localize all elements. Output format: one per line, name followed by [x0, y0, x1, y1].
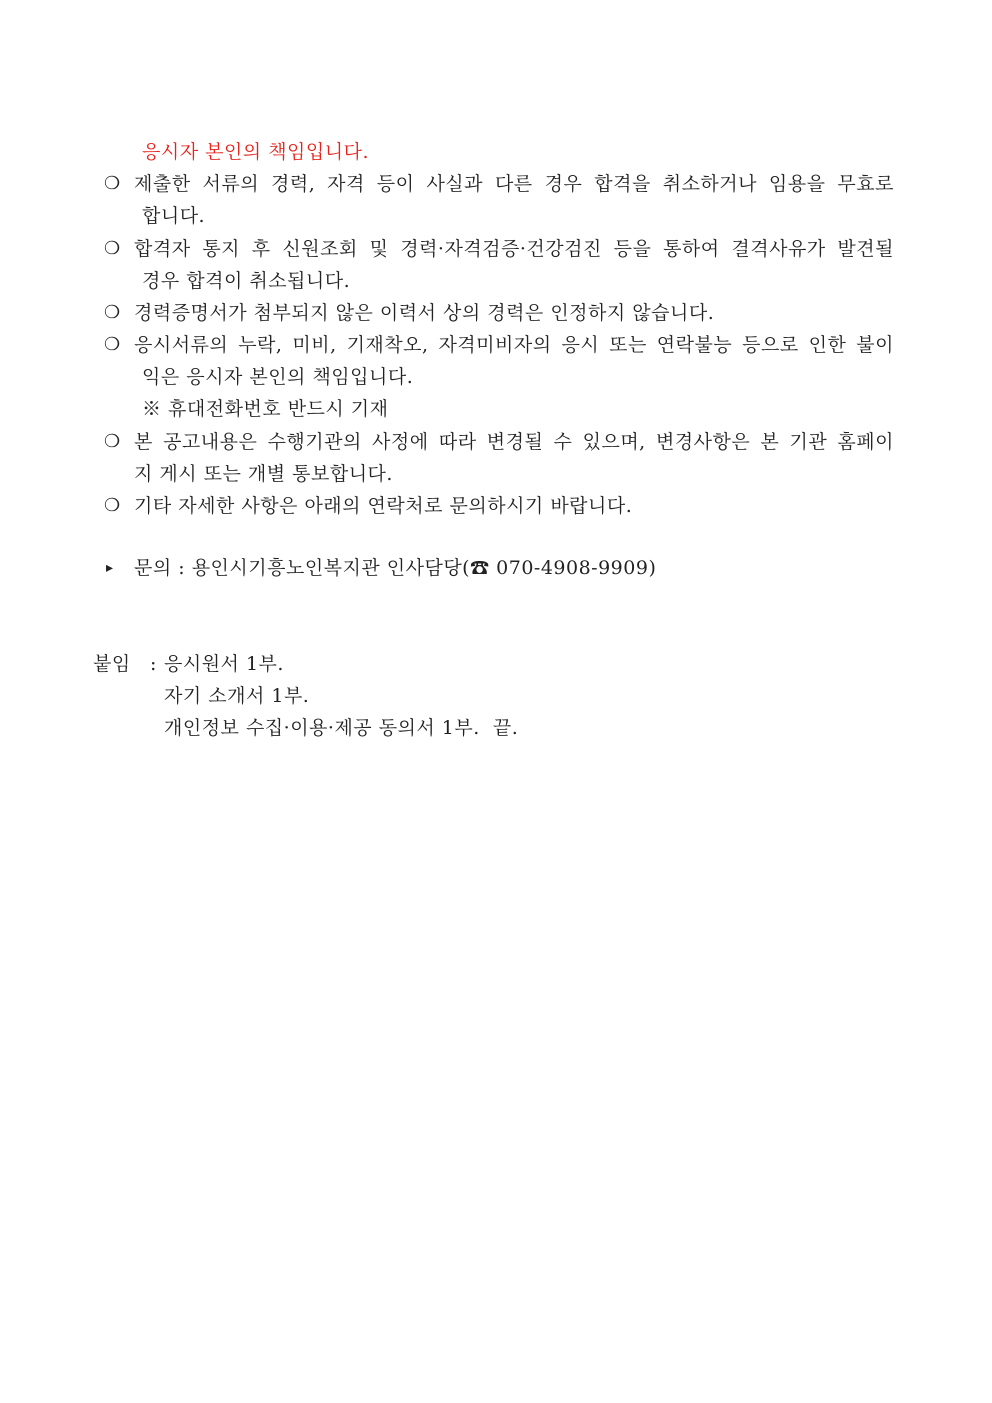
contact-info: 문의 : 용인시기흥노인복지관 인사담당(☎ 070-4908-9909)	[134, 557, 657, 579]
notice-item-4-line2: 익은 응시자 본인의 책임입니다.	[142, 366, 414, 388]
attachments-label: 붙임	[93, 653, 131, 675]
circle-bullet-icon: ❍	[104, 173, 121, 194]
attachment-item-1: 응시원서 1부.	[164, 653, 284, 675]
attachment-item-2: 자기 소개서 1부.	[164, 685, 310, 707]
notice-item-1-line1: 제출한 서류의 경력, 자격 등이 사실과 다른 경우 합격을 취소하거나 임용을 무효로	[134, 173, 894, 195]
notice-item-2-line1: 합격자 통지 후 신원조회 및 경력·자격검증·건강검진 등을 통하여 결격사유가 발견될	[134, 238, 894, 260]
attachments-colon: :	[150, 653, 157, 675]
continuation-text-red: 응시자 본인의 책임입니다.	[142, 141, 370, 163]
circle-bullet-icon: ❍	[104, 431, 121, 452]
notice-item-6-line1: 기타 자세한 사항은 아래의 연락처로 문의하시기 바랍니다.	[134, 495, 633, 517]
notice-item-1-line2: 합니다.	[142, 205, 206, 227]
notice-item-2-line2: 경우 합격이 취소됩니다.	[142, 270, 351, 292]
notice-item-3-line1: 경력증명서가 첨부되지 않은 이력서 상의 경력은 인정하지 않습니다.	[134, 302, 715, 324]
circle-bullet-icon: ❍	[104, 302, 121, 323]
attachment-item-3: 개인정보 수집·이용·제공 동의서 1부. 끝.	[164, 717, 519, 739]
circle-bullet-icon: ❍	[104, 238, 121, 259]
triangle-bullet-icon: ▸	[106, 560, 114, 576]
notice-item-5-line2: 지 게시 또는 개별 통보합니다.	[134, 463, 393, 485]
circle-bullet-icon: ❍	[104, 334, 121, 355]
notice-item-5-line1: 본 공고내용은 수행기관의 사정에 따라 변경될 수 있으며, 변경사항은 본 기관 홈페이	[134, 431, 894, 453]
circle-bullet-icon: ❍	[104, 495, 121, 516]
notice-item-4-line1: 응시서류의 누락, 미비, 기재착오, 자격미비자의 응시 또는 연락불능 등으로 인한 불이	[134, 334, 894, 356]
notice-item-4-note: ※ 휴대전화번호 반드시 기재	[142, 398, 389, 420]
